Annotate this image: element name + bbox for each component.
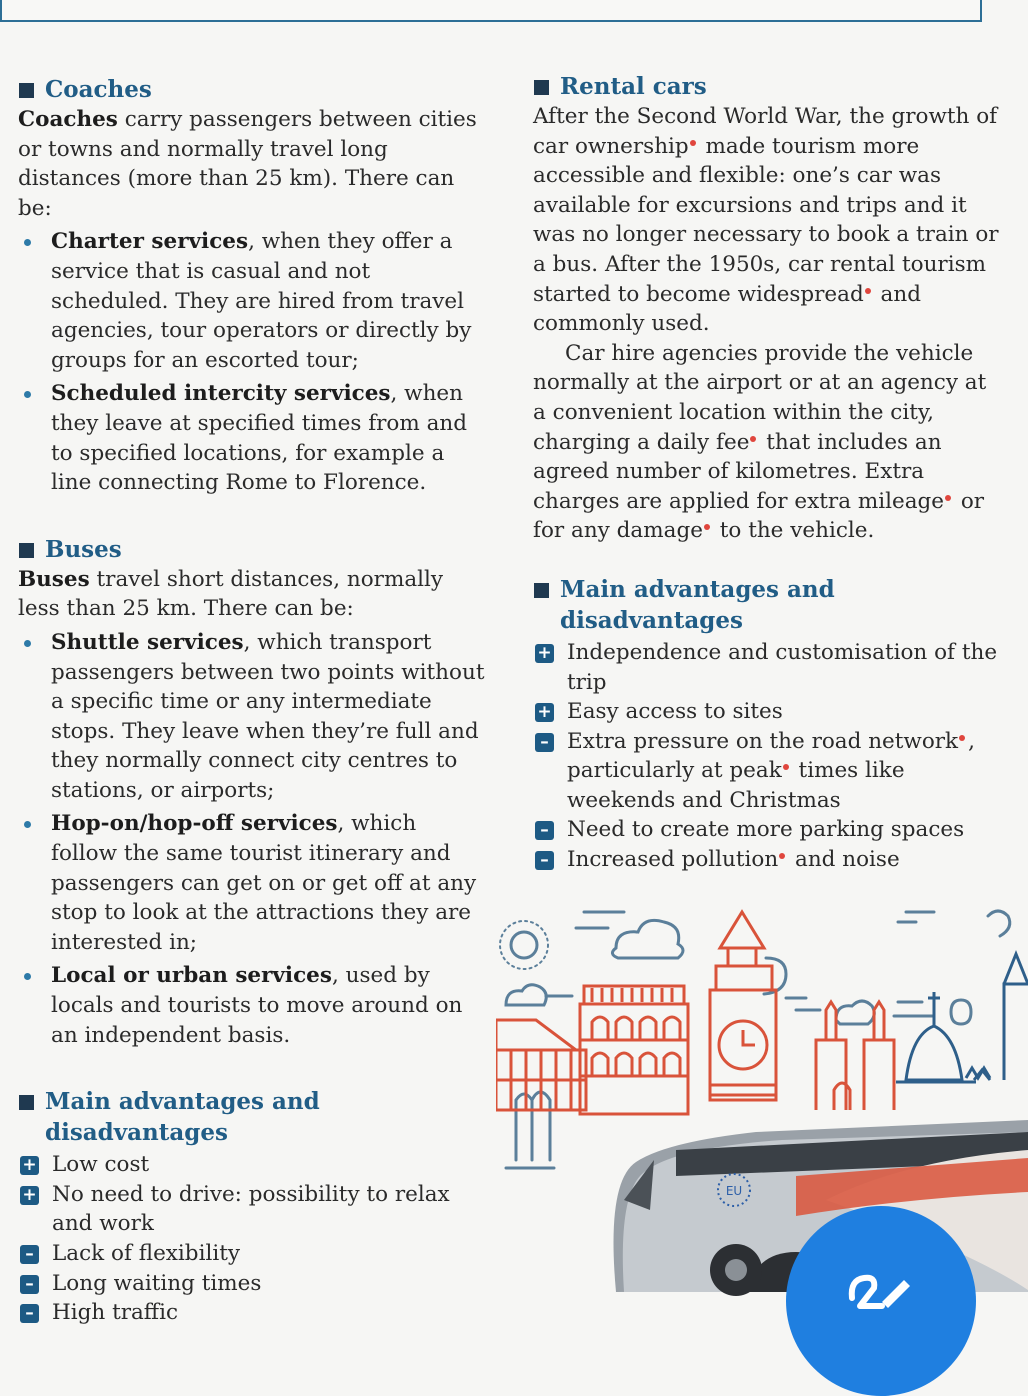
glossary-dot-icon xyxy=(783,764,789,770)
right-column xyxy=(533,71,1003,875)
minus-icon: – xyxy=(535,851,554,870)
plus-icon: + xyxy=(20,1156,39,1175)
glossary-dot-icon xyxy=(959,735,965,741)
buses-list xyxy=(18,628,488,1050)
minus-icon: – xyxy=(20,1304,39,1323)
list-item: – High traffic xyxy=(18,1298,488,1328)
list-item: – Extra pressure on the road network , particularly at peak times like weekends and Christmas xyxy=(533,727,1003,816)
plus-icon: + xyxy=(535,703,554,722)
list-item: – Increased pollution and noise xyxy=(533,845,1003,875)
eu-badge: EU xyxy=(725,1184,743,1198)
list-item: Local or urban services, used by locals and tourists to move around on an independent basis. xyxy=(18,961,488,1050)
minus-icon: – xyxy=(20,1245,39,1264)
glossary-dot-icon xyxy=(945,495,951,501)
list-item: – Need to create more parking spaces xyxy=(533,815,1003,845)
minus-icon: – xyxy=(535,733,554,752)
glossary-dot-icon xyxy=(750,436,756,442)
coach-bus-advantages-heading: Main advantages and disadvantages xyxy=(18,1086,488,1148)
list-item: + No need to drive: possibility to relax and work xyxy=(18,1180,488,1239)
glossary-dot-icon xyxy=(865,288,871,294)
list-item: + Easy access to sites xyxy=(533,697,1003,727)
buses-heading: Buses xyxy=(18,534,488,565)
plus-icon: + xyxy=(20,1186,39,1205)
plus-icon: + xyxy=(535,644,554,663)
list-item: + Low cost xyxy=(18,1150,488,1180)
coaches-heading: Coaches xyxy=(18,74,488,105)
glossary-dot-icon xyxy=(704,524,710,530)
coaches-list xyxy=(18,227,488,497)
list-item: Scheduled intercity services, when they leave at specified times from and to specified locations, for example a line connecting Rome to Florence. xyxy=(18,379,488,497)
left-column xyxy=(18,74,488,1328)
glossary-dot-icon xyxy=(690,140,696,146)
buses-intro: Buses travel short distances, normally less than 25 km. There can be: xyxy=(18,566,444,622)
rental-paragraph-1: After the Second World War, the growth of car ownership made tourism more accessible and flexible: one’s car was available for excursions and trips and it was no longer necessary to book a train or a bus. After the 1950s, car rental tourism started to become widespread and commonly used. xyxy=(533,104,999,337)
list-item: Hop-on/hop-off services, which follow the same tourist itinerary and passengers can get on or get off at any stop to look at the attractions they are interested in; xyxy=(18,809,488,957)
rental-paragraph-2: Car hire agencies provide the vehicle normally at the airport or at an agency at a convenient location within the city, charging a daily fee that includes an agreed number of kilometres. Extra charges are applied for extra mileage or for any damage to the vehicle. xyxy=(533,340,987,544)
list-item: Charter services, when they offer a service that is casual and not scheduled. They are hired from travel agencies, tour operators or directly by groups for an escorted tour; xyxy=(18,227,488,375)
coaches-intro: Coaches carry passengers between cities or towns and normally travel long distances (more than 25 km). There can be: xyxy=(18,107,477,221)
minus-icon: – xyxy=(535,821,554,840)
list-item: – Lack of flexibility xyxy=(18,1239,488,1269)
minus-icon: – xyxy=(20,1275,39,1294)
edit-fab-button[interactable] xyxy=(786,1206,976,1396)
pencil-icon xyxy=(842,1262,912,1312)
rental-advantages-heading: Main advantages and disadvantages xyxy=(533,574,1003,636)
list-item: – Long waiting times xyxy=(18,1269,488,1299)
coach-bus-advantages-list xyxy=(18,1150,488,1328)
list-item: + Independence and customisation of the trip xyxy=(533,638,1003,697)
top-frame xyxy=(0,0,982,22)
rental-cars-heading: Rental cars xyxy=(533,71,1003,102)
rental-advantages-list xyxy=(533,638,1003,875)
glossary-dot-icon xyxy=(779,853,785,859)
list-item: Shuttle services, which transport passengers between two points without a specific time or any intermediate stops. They leave when they’re full and they normally connect city centres to stations, or airports; xyxy=(18,628,488,806)
